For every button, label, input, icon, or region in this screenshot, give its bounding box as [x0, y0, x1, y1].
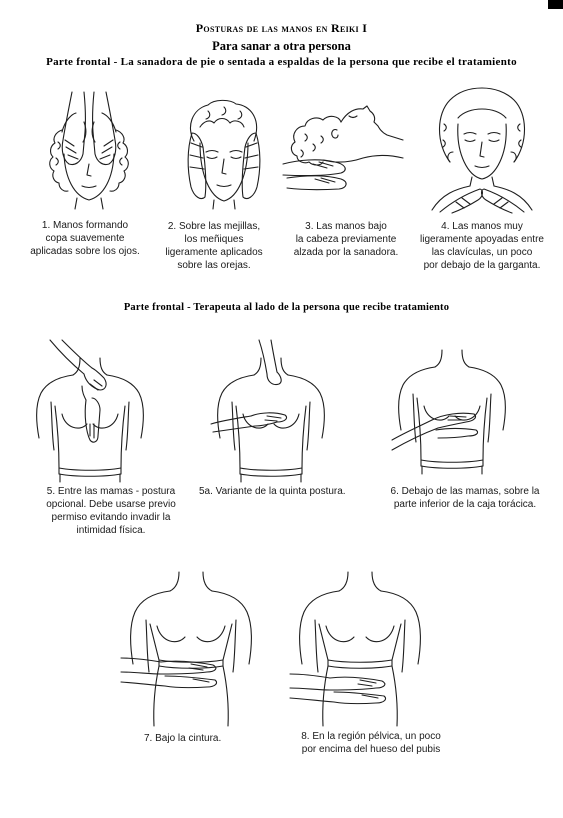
hands	[62, 92, 116, 165]
caption-line: 1. Manos formando	[41, 220, 129, 231]
torso	[399, 350, 506, 474]
hands	[211, 340, 287, 432]
hands	[440, 189, 524, 213]
caption-line: permiso evitando invadir la	[51, 512, 171, 523]
caption-posture-8	[288, 730, 454, 756]
caption-posture-3	[281, 220, 411, 259]
caption-posture-5	[20, 485, 202, 537]
illustration-posture-4	[428, 84, 536, 214]
section-2-heading: Parte frontal - Terapeuta al lado de la persona que recibe tratamiento	[123, 302, 450, 313]
caption-posture-5a	[199, 485, 369, 498]
illustration-posture-1	[38, 92, 140, 210]
page-subtitle: Para sanar a otra persona	[212, 39, 351, 53]
caption-line: los meñiques	[184, 234, 244, 245]
caption-posture-7	[144, 732, 264, 745]
caption-line: la cabeza previamente	[295, 234, 397, 245]
caption-line: alzada por la sanadora.	[293, 247, 399, 258]
caption-line: 8. En la región pélvica, un poco	[301, 731, 441, 742]
caption-line: 4. Las manos muy	[441, 221, 523, 232]
caption-line: ligeramente aplicados	[165, 247, 263, 258]
illustration-posture-8	[290, 560, 430, 730]
illustration-posture-5a	[211, 340, 331, 485]
hair	[190, 100, 256, 141]
hands	[283, 160, 346, 190]
caption-line: 5. Entre las mamas - postura	[46, 486, 176, 497]
hair	[440, 88, 525, 162]
face	[432, 124, 532, 210]
torso	[300, 572, 421, 726]
caption-posture-6	[380, 485, 550, 511]
hair	[291, 116, 341, 165]
caption-line: 3. Las manos bajo	[305, 221, 387, 232]
torso	[37, 358, 144, 482]
face	[200, 143, 248, 209]
scan-corner-mark	[548, 0, 563, 9]
caption-line: 6. Debajo de las mamas, sobre la	[390, 486, 540, 497]
caption-line: 7. Bajo la cintura.	[144, 733, 222, 744]
caption-posture-2	[150, 220, 278, 272]
hands	[50, 340, 106, 442]
illustration-posture-7	[121, 560, 261, 730]
caption-line: opcional. Debe usarse previo	[46, 499, 176, 510]
caption-line: ligeramente apoyadas entre	[420, 234, 544, 245]
hands	[188, 133, 260, 199]
illustration-posture-6	[392, 332, 512, 477]
hands	[290, 674, 386, 704]
caption-line: 5a. Variante de la quinta postura.	[199, 486, 346, 497]
caption-line: intimidad física.	[76, 525, 146, 536]
hair	[50, 130, 129, 191]
caption-line: las clavículas, un poco	[431, 247, 533, 258]
hands	[392, 413, 478, 450]
section-1-heading: Parte frontal - La sanadora de pie o sentada a espaldas de la persona que recibe el tratamiento	[46, 56, 517, 68]
caption-line: por encima del hueso del pubis	[301, 744, 441, 755]
illustration-posture-5	[30, 340, 150, 485]
caption-posture-4	[412, 220, 552, 272]
caption-line: parte inferior de la caja torácica.	[393, 499, 537, 510]
illustration-posture-2	[178, 97, 270, 209]
head	[323, 106, 403, 162]
caption-posture-1	[18, 219, 152, 258]
caption-line: aplicadas sobre los ojos.	[30, 246, 140, 257]
face	[62, 113, 116, 209]
torso	[131, 572, 252, 726]
caption-line: por debajo de la garganta.	[423, 260, 541, 271]
caption-line: 2. Sobre las mejillas,	[167, 221, 261, 232]
illustration-posture-3	[283, 100, 405, 192]
page-title: Posturas de las manos en Reiki I	[195, 21, 368, 35]
caption-line: copa suavemente	[45, 233, 125, 244]
caption-line: sobre las orejas.	[177, 260, 251, 271]
